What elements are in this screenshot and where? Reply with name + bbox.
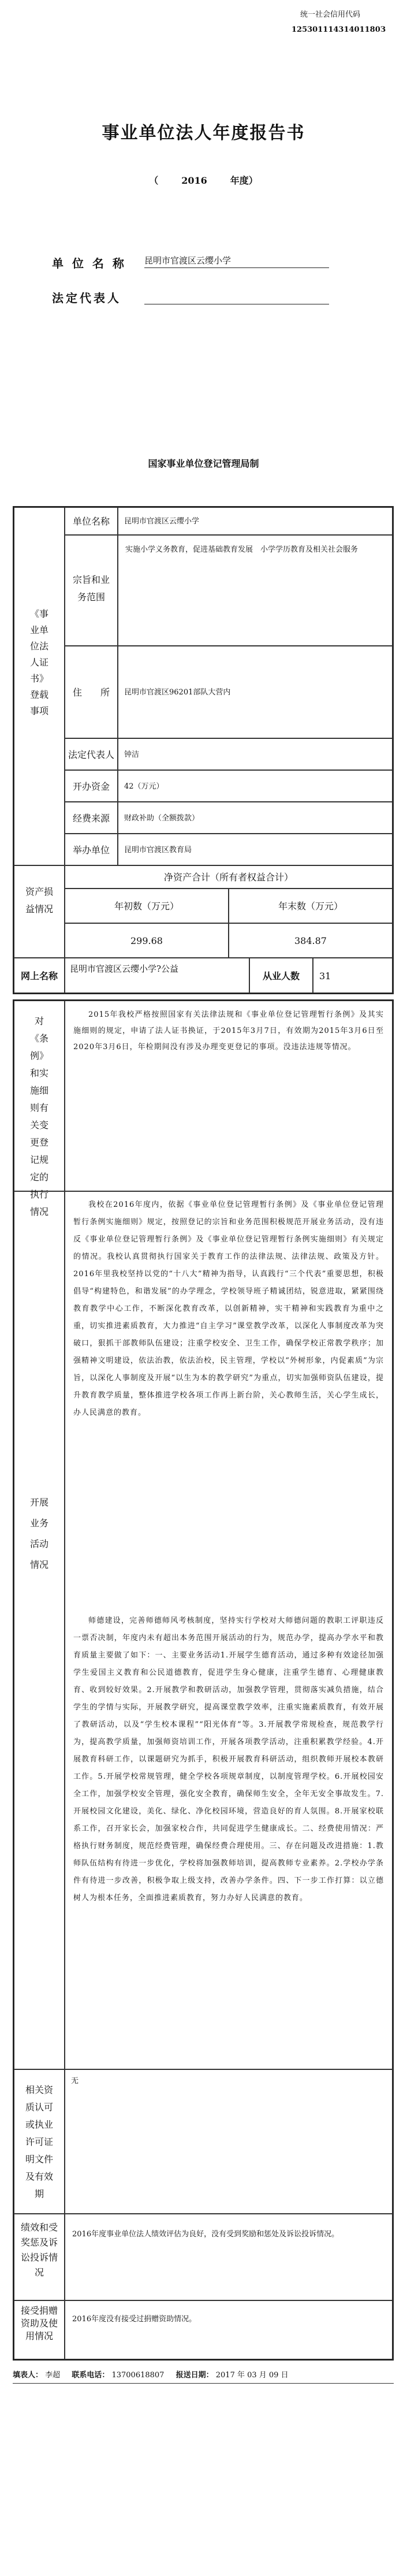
legal-rep-row-label: 法定代表人 <box>65 738 118 770</box>
regulations-text: 2015年我校严格按照国家有关法律法规和《事业单位登记管理暂行条例》及其实施细则的规定，申请了法人证书换证，于2015年3月7日，有效期为2015年3月6日至2020年3月6日，年检期间没有涉及办理变更登记的事项。没违法违规等情况。 <box>65 1001 393 1191</box>
end-value: 384.87 <box>229 923 393 958</box>
begin-label: 年初数（万元） <box>65 889 229 923</box>
donations-value: 2016年度没有接受过捐赠资助情况。 <box>65 2300 393 2359</box>
address-row-value: 昆明市官渡区96201部队大营内 <box>118 646 393 738</box>
permits-label: 相关资质认可或执业许可证明文件及有效期 <box>14 2069 65 2214</box>
net-assets-label: 净资产合计（所有者权益合计） <box>65 865 393 889</box>
business-content <box>65 1191 393 2069</box>
authority: 国家事业单位登记管理局制 <box>148 458 259 469</box>
phone-value: 13700618807 <box>111 2371 165 2380</box>
donations-label: 接受捐赠资助及使用情况 <box>14 2300 65 2359</box>
footer-divider <box>13 2383 394 2384</box>
end-label: 年末数（万元） <box>229 889 393 923</box>
filler-label: 填表人： <box>13 2371 43 2380</box>
funding-row-label: 经费来源 <box>65 802 118 834</box>
rewards-label: 绩效和受奖惩及诉讼投诉情况 <box>14 2214 65 2300</box>
staff-value: 31 <box>313 958 393 993</box>
website-label: 网上名称 <box>14 958 65 993</box>
unit-name-row-label: 单位名称 <box>65 507 118 535</box>
report-title: 事业单位法人年度报告书 <box>102 123 305 143</box>
certificate-table <box>13 506 394 994</box>
filler-value: 李超 <box>45 2371 61 2380</box>
legal-rep-label: 法定代表人 <box>52 291 121 305</box>
unit-name-value: 昆明市官渡区云缨小学 <box>144 254 329 268</box>
business-text-part2: 师德建设，完善师德师风考核制度，坚持实行学校对大师德问题的教职工评职违反一票否决制，年度内未有超出本务范围开展活动的行为，规范办学，提高办学水平和教育质量主要做了如下：一、主要业务活动1.开展学生德育活动，通过多种有效途径加强学生爱国主义教育和公民道德教育，促进学生身心健康，注重学生德育、心理健康教育、收到较好效果。2.开展教学和教研活动，加强教学管理，贯彻落实减负措施，结合学生的学情与实际，开展教学研究，提高课堂教学效率，注重实施素质教育，有效开展了教研活动，以及“学生校本课程”“阳光体育”等。3.开展教学常规检查，规范教学行为，提高教学质量，加强师资培训工作，开展各项教学活动，注重积累教学经验。4.开展教育科研工作，以课题研究为抓手，积极开展教育科研活动，组织教师开展校本教研工作。5.开展学校常规管理，健全学校各项规章制度，以制度管理学校。6.开展校园安全工作，加强学校安全管理，强化安全教育，确保师生安全，全年无安全事故发生。7.开展校园文化建设，美化、绿化、净化校园环境，营造良好的育人氛围。8.开展家校联系工作，召开家长会，加强家校合作，共同促进学生健康成长。二、经费使用情况：严格执行财务制度，规范经费管理，确保经费合理使用。三、存在问题及改进措施：1.教师队伍结构有待进一步优化，学校将加强教师培训，提高教师专业素养。2.学校办学条件有待进一步改善，积极争取上级支持，改善办学条件。四、下一步工作打算：以立德树人为根本任务，全面推进素质教育，努力办好人民满意的教育。 <box>73 1616 384 1902</box>
purpose-row-value: 实施小学义务教育，促进基础教育发展 小学学历教育及相关社会服务 <box>118 535 393 646</box>
begin-value: 299.68 <box>65 923 229 958</box>
footer <box>13 2369 289 2380</box>
purpose-row-label: 宗旨和业务范围 <box>65 535 118 646</box>
staff-label: 从业人数 <box>249 958 313 993</box>
sponsor-row-value: 昆明市官渡区教育局 <box>118 834 393 865</box>
regulations-label: 对《条例》和实施细则有关变更登记规定的执行情况 <box>14 1001 65 1191</box>
credit-code-value: 12530111431401180З <box>292 25 386 34</box>
rewards-value: 2016年度事业单位法人绩效评估为良好，没有受到奖励和惩处及诉讼投诉情况。 <box>65 2214 393 2300</box>
legal-rep-row-value: 钟洁 <box>118 738 393 770</box>
sponsor-row-label: 举办单位 <box>65 834 118 865</box>
unit-name-label: 单 位 名 称 <box>52 257 126 270</box>
credit-code-label: 统一社会信用代码 <box>300 10 361 19</box>
address-row-label: 住 所 <box>65 646 118 738</box>
certificate-section-label: 《事业单位法人证书》登载事项 <box>14 507 65 865</box>
date-value: 2017 年 03 月 09 日 <box>215 2371 289 2380</box>
date-label: 报送日期： <box>176 2371 214 2380</box>
phone-label: 联系电话： <box>72 2371 110 2380</box>
report-year: （ 2016 年度） <box>149 175 258 186</box>
permits-value: 无 <box>65 2069 393 2214</box>
legal-rep-value <box>144 302 329 304</box>
capital-row-label: 开办资金 <box>65 770 118 802</box>
business-label: 开展业务活动情况 <box>14 1191 65 2069</box>
report-table <box>13 999 394 2361</box>
assets-section-label: 资产损益情况 <box>14 865 65 958</box>
funding-row-value: 财政补助（全额拨款） <box>118 802 393 834</box>
capital-row-value: 42（万元） <box>118 770 393 802</box>
website-value: 昆明市官渡区云缨小学?公益 <box>65 958 249 993</box>
unit-name-row-value: 昆明市官渡区云缨小学 <box>118 507 393 535</box>
business-text-part1: 我校在2016年度内，依据《事业单位登记管理暂行条例》及《事业单位登记管理暂行条例实施细则》规定，按照登记的宗旨和业务范围积极规范开展业务活动，没有违反《事业单位登记管理暂行条例》及《事业单位登记管理暂行条例实施细则》有关规定的情况。我校认真贯彻执行国家关于教育工作的法律法规、法律法规、政策及方针。2016年里我校坚持以党的“十八大”精神为指导，认真践行“三个代表”重要思想，积极倡导“构建特色，和谐发展”的办学理念，学校领导班子精诚团结，锐意进取，紧紧围绕教育教学中心工作，不断深化教育改革，以创新精神，实干精神和实践教育为重中之重，切实推进素质教育，大力推进“自主学习”课堂教学改革，以深化人事制度改革为突破口，狠抓干部教师队伍建设；注重学校安全、卫生工作，确保学校正常教学秩序；加强精神文明建设，依法治教，依法治校，民主管理，学校以“外树形象，内促素质”为宗旨，以深化人事制度及开展“以生为本的教学研究”为重点，切实加强师资队伍建设，提升教育教学质量，整体推进学校各项工作再上新台阶，关心教师生活，关心学生成长，办人民满意的教育。 <box>73 1200 384 1417</box>
